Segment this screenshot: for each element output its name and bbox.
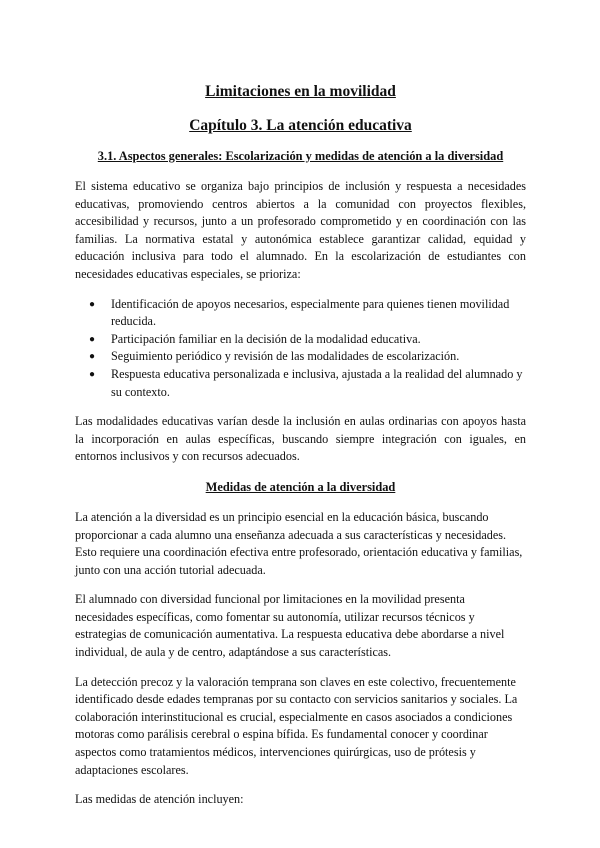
list-item [89, 331, 526, 349]
subsection-heading: Medidas de atención a la diversidad [205, 479, 396, 494]
intro-paragraph: El sistema educativo se organiza bajo principios de inclusión y respuesta a necesidades educativas, promoviendo centros abiertos a la comunidad con proyectos flexibles, accesibilidad y recursos, junto a un profesorado comprometido y en coordinación con las familias. La normativa estatal y autonómica establece garantizar calidad, equidad y educación inclusiva para todo el alumnado. En la escolarización de estudiantes con necesidades educativas especiales, se prioriza: [75, 179, 526, 281]
modalities-paragraph: Las modalidades educativas varían desde la inclusión en aulas ordinarias con apoyos hasta la incorporación en aulas específicas, buscando siempre integración con iguales, en entornos inclusivos y con recursos adecuados. [75, 414, 526, 464]
list-item [89, 366, 526, 401]
list-item-text: Seguimiento periódico y revisión de las modalidades de escolarización. [111, 349, 460, 364]
document-title: Limitaciones en la movilidad [205, 83, 396, 100]
bullet-icon: ● [89, 333, 96, 345]
list-item-text: Identificación de apoyos necesarios, especialmente para quienes tienen movilidad reducida. [111, 296, 510, 329]
bullet-icon: ● [89, 298, 96, 310]
diversity-paragraph: La atención a la diversidad es un principio esencial en la educación básica, buscando proporcionar a cada alumno una enseñanza adecuada a sus características y necesidades. Esto requiere una coordinación efectiva entre profesorado, orientación educativa y familias, junto con una acción tutorial adecuada. [75, 509, 523, 577]
measures-intro-paragraph: Las medidas de atención incluyen: [75, 792, 244, 807]
bullet-icon: ● [89, 368, 96, 380]
list-item [89, 348, 526, 366]
section-heading: 3.1. Aspectos generales: Escolarización y medidas de atención a la diversidad [97, 149, 504, 163]
mobility-needs-paragraph: El alumnado con diversidad funcional por limitaciones en la movilidad presenta necesidades específicas, como fomentar su autonomía, utilizar recursos técnicos y estrategias de comunicación aumentativa. La respuesta educativa debe abordarse a nivel individual, de aula y de centro, adaptándose a sus características. [75, 592, 505, 660]
early-detection-paragraph: La detección precoz y la valoración temprana son claves en este colectivo, frecuentemente identificado desde edades tempranas por su contacto con servicios sanitarios y sociales. La colaboración interinstitucional es crucial, especialmente en casos asociados a condiciones motoras como parálisis cerebral o espina bífida. Es fundamental conocer y coordinar aspectos como tratamientos médicos, intervenciones quirúrgicas, uso de prótesis y adaptaciones escolares. [75, 674, 518, 777]
list-item-text: Participación familiar en la decisión de la modalidad educativa. [111, 331, 421, 346]
list-item [89, 296, 526, 331]
priorities-list [75, 296, 526, 402]
list-item-text: Respuesta educativa personalizada e inclusiva, ajustada a la realidad del alumnado y su contexto. [111, 366, 523, 399]
bullet-icon: ● [89, 351, 96, 363]
chapter-heading: Capítulo 3. La atención educativa [189, 117, 412, 134]
